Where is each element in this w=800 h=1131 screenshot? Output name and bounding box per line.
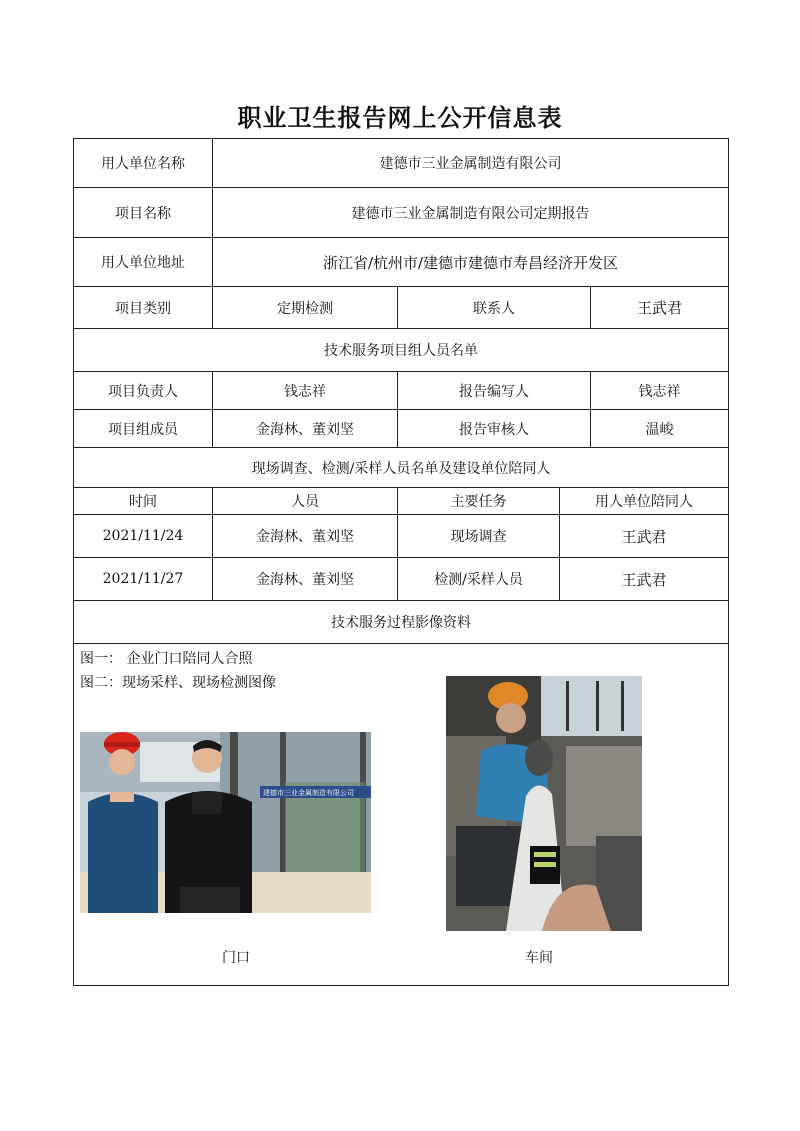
employer-address-label: 用人单位地址 <box>101 255 185 271</box>
figure-2-caption: 图二：现场采样、现场检测图像 <box>80 675 276 691</box>
project-type-label: 项目类别 <box>115 300 171 317</box>
survey-col-escort: 用人单位陪同人 <box>595 494 693 510</box>
survey-col-task: 主要任务 <box>450 494 507 510</box>
workshop-photo-caption: 车间 <box>525 950 553 966</box>
reviewer-label: 报告审核人 <box>459 421 529 438</box>
survey-row-2-task: 检测/采样人员 <box>434 572 523 588</box>
entrance-photo-caption: 门口 <box>222 950 250 966</box>
members-label: 项目组成员 <box>108 421 178 438</box>
contact-value: 王武君 <box>636 299 682 317</box>
entrance-photo <box>80 732 371 913</box>
employer-name-value: 建德市三业金属制造有限公司 <box>379 156 562 172</box>
project-name-value: 建德市三业金属制造有限公司定期报告 <box>351 205 590 222</box>
writer-label: 报告编写人 <box>459 383 529 400</box>
survey-row-1-escort: 王武君 <box>621 527 667 546</box>
survey-row-1-time: 2021/11/24 <box>102 528 184 544</box>
team-heading: 技术服务项目组人员名单 <box>324 343 478 359</box>
project-name-label: 项目名称 <box>115 205 171 222</box>
reviewer-value: 温峻 <box>645 421 674 438</box>
employer-name-label: 用人单位名称 <box>101 156 185 172</box>
entrance-sign-text: 建德市三业金属制造有限公司 <box>263 789 354 797</box>
survey-col-time: 时间 <box>129 494 157 510</box>
leader-value: 钱志祥 <box>284 383 326 400</box>
survey-row-2-time: 2021/11/27 <box>102 571 184 587</box>
survey-row-2-escort: 王武君 <box>621 570 667 589</box>
contact-label: 联系人 <box>473 300 515 317</box>
survey-row-2-staff: 金海林、董刘坚 <box>256 572 354 588</box>
employer-address-value: 浙江省/杭州市/建德市建德市寿昌经济开发区 <box>322 253 619 272</box>
images-heading: 技术服务过程影像资料 <box>331 615 471 631</box>
page-title: 职业卫生报告网上公开信息表 <box>237 103 563 132</box>
members-value: 金海林、董刘坚 <box>256 421 354 438</box>
survey-row-1-task: 现场调查 <box>450 529 507 545</box>
leader-label: 项目负责人 <box>108 383 178 400</box>
workshop-photo <box>446 676 642 931</box>
writer-value: 钱志祥 <box>638 383 681 400</box>
project-type-value: 定期检测 <box>277 300 333 317</box>
survey-col-staff: 人员 <box>291 494 319 510</box>
survey-row-1-staff: 金海林、董刘坚 <box>256 529 354 545</box>
figure-1-caption: 图一： 企业门口陪同人合照 <box>80 651 253 667</box>
survey-heading: 现场调查、检测/采样人员名单及建设单位陪同人 <box>251 460 551 477</box>
